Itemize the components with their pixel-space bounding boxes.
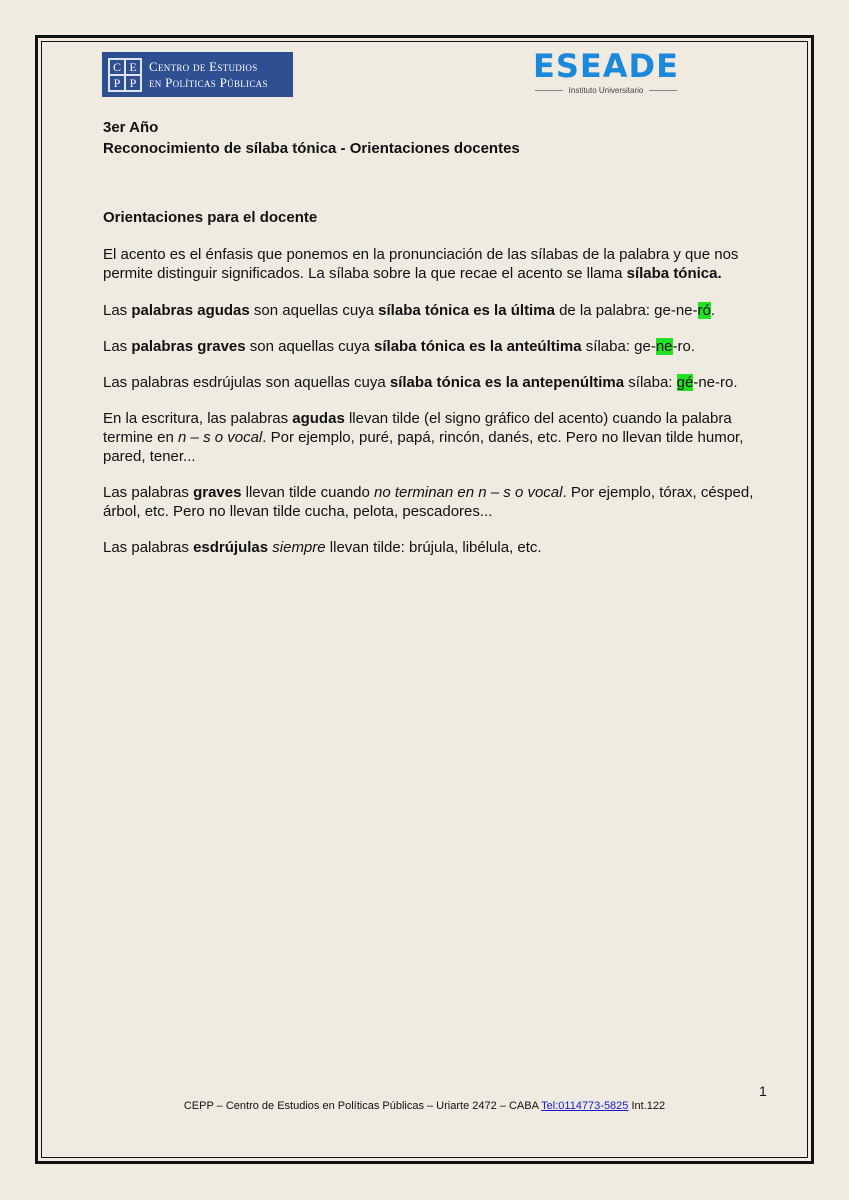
text-run: llevan tilde (el signo gráfico del acento) cuando la palabra termine en — [103, 410, 732, 446]
text-run: . Por ejemplo, tórax, césped, árbol, etc. Pero no llevan tilde cucha, pelota, pescadores... — [103, 484, 754, 520]
text-run: llevan tilde cuando — [241, 484, 375, 501]
cepp-logo-line2: en Políticas Públicas — [149, 74, 268, 90]
document-body — [103, 118, 783, 557]
text-run-bold: sílaba tónica es la última — [378, 302, 555, 319]
paragraph-graves — [103, 337, 783, 356]
text-run-italic: siempre — [272, 539, 326, 556]
paragraph-agudas-tilde — [103, 409, 783, 466]
cepp-logo-mark — [108, 58, 142, 92]
text-run-italic: n – s o vocal — [178, 429, 263, 446]
highlighted-syllable: ró — [697, 302, 711, 319]
cepp-letter: P — [125, 75, 141, 91]
text-run: El acento es el énfasis que ponemos en la pronunciación de las sílabas de la palabra y que nos permite distinguir significados. La sílaba sobre la que recae el acento se llama — [103, 246, 739, 282]
cepp-letter: C — [109, 59, 125, 75]
document-year: 3er Año — [103, 119, 159, 136]
page-number: 1 — [759, 1083, 767, 1099]
paragraph-esdrujulas-tilde — [103, 538, 783, 557]
page-footer — [0, 1100, 849, 1112]
highlighted-syllable: ne — [655, 338, 673, 355]
text-run-bold: graves — [193, 484, 242, 501]
section-heading: Orientaciones para el docente — [103, 209, 318, 226]
text-run-bold: palabras graves — [131, 338, 246, 355]
eseade-logo-subtitle-row — [528, 86, 684, 95]
text-run: de la palabra: ge-ne- — [554, 302, 698, 319]
text-run: son aquellas cuya — [245, 338, 375, 355]
text-run: Las palabras — [103, 539, 194, 556]
footer-text: CEPP – Centro de Estudios en Políticas Públicas – Uriarte 2472 – CABA — [183, 1100, 542, 1112]
text-run: . Por ejemplo, puré, papá, rincón, danés, etc. Pero no llevan tilde humor, pared, tener... — [103, 429, 744, 465]
cepp-letter: E — [125, 59, 141, 75]
eseade-logo-subtitle: Instituto Universitario — [568, 86, 644, 95]
text-run-bold: sílaba tónica. — [626, 265, 722, 282]
eseade-logo-word: ESEADE — [533, 47, 679, 85]
divider — [649, 90, 677, 91]
paragraph-esdrujulas — [103, 373, 783, 392]
text-run: -ro. — [672, 338, 696, 355]
footer-phone-link[interactable]: Tel:0114773-5825 — [541, 1100, 629, 1112]
footer-extension: Int.122 — [628, 1100, 666, 1112]
text-run: En la escritura, las palabras — [103, 410, 293, 427]
text-run: sílaba: ge- — [581, 338, 656, 355]
cepp-logo-text — [149, 59, 268, 91]
eseade-logo — [528, 48, 684, 95]
cepp-letter: P — [109, 75, 125, 91]
cepp-logo — [102, 52, 293, 97]
cepp-logo-line1: Centro de Estudios — [149, 58, 258, 74]
paragraph-agudas — [103, 301, 783, 320]
highlighted-syllable: gé — [676, 374, 694, 391]
text-run: son aquellas cuya — [249, 302, 379, 319]
paragraph-accent-definition — [103, 245, 783, 283]
text-run: llevan tilde: brújula, libélula, etc. — [325, 539, 542, 556]
text-run: -ne-ro. — [693, 374, 738, 391]
text-run-bold: sílaba tónica es la antepenúltima — [389, 374, 625, 391]
text-run-bold: esdrújulas — [193, 539, 269, 556]
document-title: Reconocimiento de sílaba tónica - Orientaciones docentes — [103, 140, 520, 157]
text-run: Las palabras esdrújulas son aquellas cuya — [103, 374, 390, 391]
text-run: Las — [103, 302, 132, 319]
text-run-bold: sílaba tónica es la anteúltima — [374, 338, 582, 355]
divider — [535, 90, 563, 91]
paragraph-graves-tilde — [103, 483, 783, 521]
text-run-bold: palabras agudas — [131, 302, 250, 319]
text-run: sílaba: — [624, 374, 677, 391]
text-run-bold: agudas — [292, 410, 345, 427]
text-run: Las palabras — [103, 484, 194, 501]
text-run: . — [710, 302, 716, 319]
text-run: Las — [103, 338, 132, 355]
text-run-italic: no terminan en n – s o vocal — [374, 484, 563, 501]
